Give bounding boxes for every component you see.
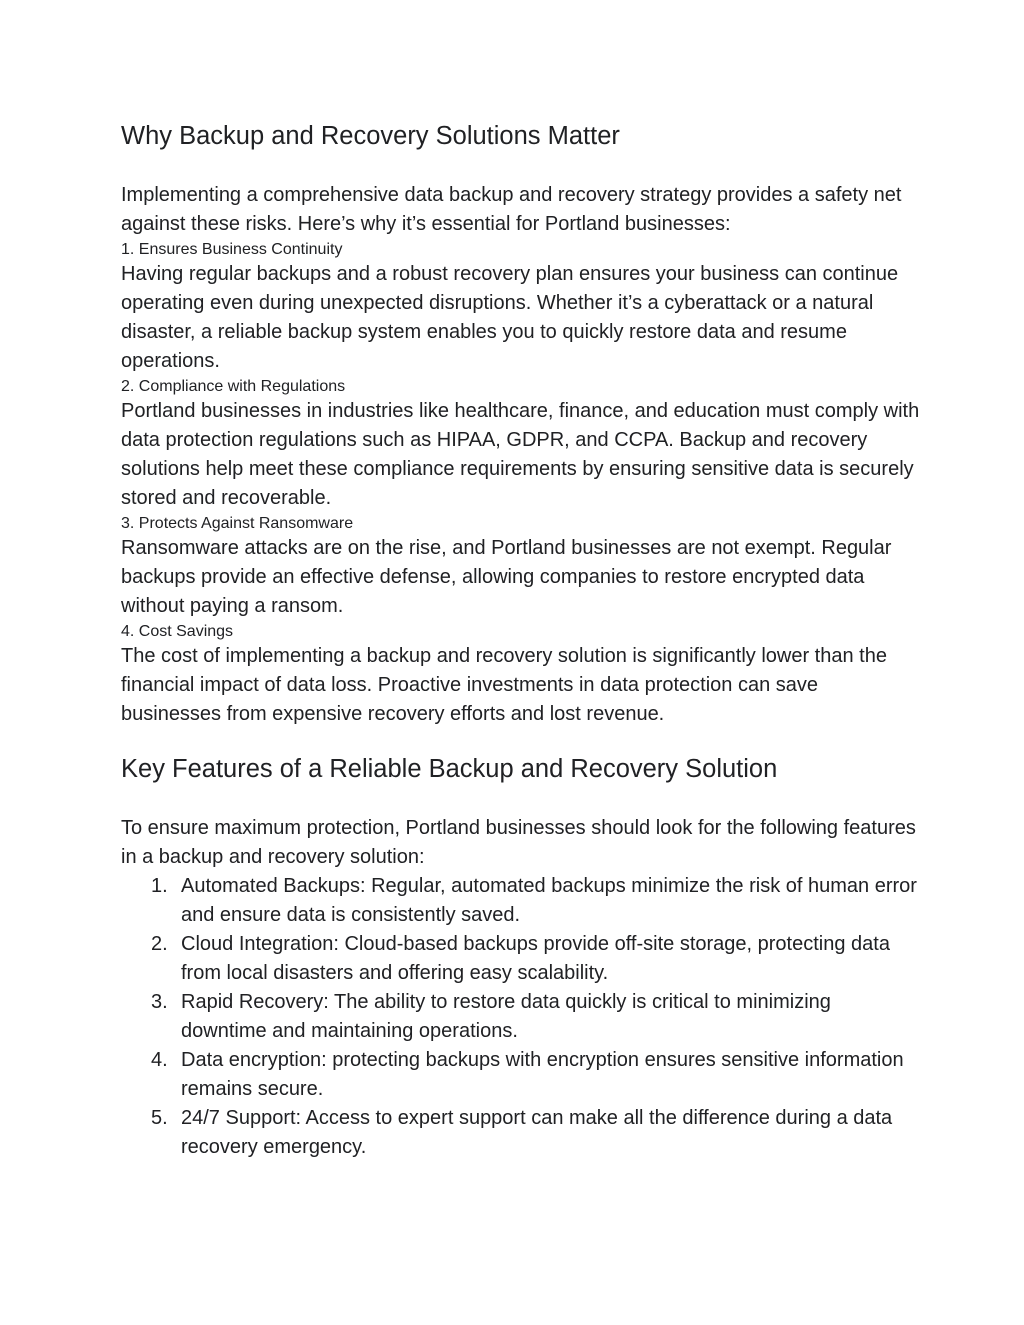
item-body-cost-savings: The cost of implementing a backup and recovery solution is significantly lower than the financial impact of data loss. Proactive investments in data protection can save businesses from expensive recovery efforts and lost revenue.: [121, 645, 887, 725]
section-intro-key-features: To ensure maximum protection, Portland businesses should look for the following features in a backup and recovery solution:: [121, 817, 916, 868]
section-heading-key-features: Key Features of a Reliable Backup and Recovery Solution: [121, 755, 778, 783]
item-title-ransomware: 3. Protects Against Ransomware: [121, 515, 354, 532]
item-body-ransomware: Ransomware attacks are on the rise, and Portland businesses are not exempt. Regular backups provide an effective defense, allowing companies to restore encrypted data without paying a ransom.: [121, 537, 892, 617]
document-page: [121, 118, 921, 1162]
item-title-cost-savings: 4. Cost Savings: [121, 623, 234, 640]
list-item: [121, 988, 921, 1046]
list-item: [121, 872, 921, 930]
list-number: 1.: [151, 875, 168, 897]
list-item-text: Cloud Integration: Cloud-based backups provide off-site storage, protecting data from local disasters and offering easy scalability.: [181, 933, 890, 984]
list-item: [121, 1046, 921, 1104]
item-body-compliance: Portland businesses in industries like healthcare, finance, and education must comply with data protection regulations such as HIPAA, GDPR, and CCPA. Backup and recovery solutions help meet these compliance requirements by ensuring sensitive data is securely stored and recoverable.: [121, 400, 920, 509]
item-title-continuity: 1. Ensures Business Continuity: [121, 241, 343, 258]
list-number: 5.: [151, 1107, 168, 1129]
section-intro-why-backup: Implementing a comprehensive data backup and recovery strategy provides a safety net against these risks. Here’s why it’s essential for Portland businesses:: [121, 184, 902, 235]
list-number: 3.: [151, 991, 168, 1013]
section-heading-why-backup: Why Backup and Recovery Solutions Matter: [121, 122, 620, 150]
list-item-text: Rapid Recovery: The ability to restore data quickly is critical to minimizing downtime and maintaining operations.: [181, 991, 831, 1042]
list-item-text: 24/7 Support: Access to expert support can make all the difference during a data recovery emergency.: [181, 1107, 893, 1158]
list-item-text: Automated Backups: Regular, automated backups minimize the risk of human error and ensure data is consistently saved.: [181, 875, 917, 926]
features-list: [121, 872, 921, 1162]
item-title-compliance: 2. Compliance with Regulations: [121, 378, 346, 395]
item-body-continuity: Having regular backups and a robust recovery plan ensures your business can continue operating even during unexpected disruptions. Whether it’s a cyberattack or a natural disaster, a reliable backup system enables you to quickly restore data and resume operations.: [121, 263, 899, 372]
list-item-text: Data encryption: protecting backups with encryption ensures sensitive information remains secure.: [181, 1049, 904, 1100]
list-number: 4.: [151, 1049, 168, 1071]
list-number: 2.: [151, 933, 168, 955]
list-item: [121, 1104, 921, 1162]
list-item: [121, 930, 921, 988]
